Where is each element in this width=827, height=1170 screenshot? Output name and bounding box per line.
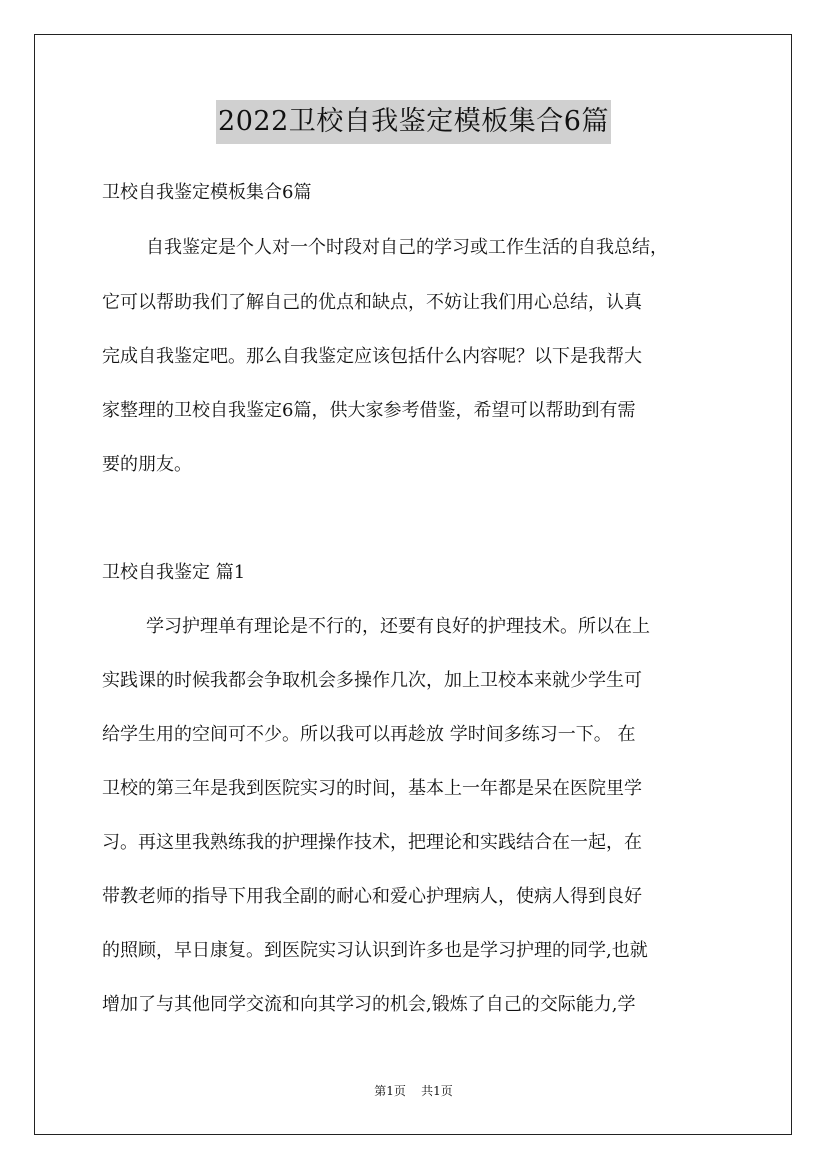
section-line: 卫校的第三年是我到医院实习的时间，基本上一年都是呆在医院里学 — [102, 778, 642, 799]
intro-line: 它可以帮助我们了解自己的优点和缺点，不妨让我们用心总结，认真 — [102, 292, 642, 313]
document-title — [0, 100, 827, 144]
intro-line: 要的朋友。 — [102, 454, 192, 475]
section-line: 的照顾，早日康复。到医院实习认识到许多也是学习护理的同学,也就 — [102, 940, 648, 961]
document-subtitle: 卫校自我鉴定模板集合6篇 — [102, 182, 312, 203]
document-title-text: 2022卫校自我鉴定模板集合6篇 — [216, 100, 611, 144]
section-line: 增加了与其他同学交流和向其学习的机会,锻炼了自己的交际能力,学 — [102, 994, 636, 1015]
section-line: 实践课的时候我都会争取机会多操作几次，加上卫校本来就少学生可 — [102, 670, 642, 691]
page-total: 共1页 — [421, 1084, 453, 1098]
section-line: 带教老师的指导下用我全副的耐心和爱心护理病人，使病人得到良好 — [102, 886, 642, 907]
intro-line: 家整理的卫校自我鉴定6篇，供大家参考借鉴，希望可以帮助到有需 — [102, 400, 636, 421]
section-line: 习。再这里我熟练我的护理操作技术，把理论和实践结合在一起，在 — [102, 832, 642, 853]
section-line: 学习护理单有理论是不行的，还要有良好的护理技术。所以在上 — [146, 616, 650, 637]
section-heading: 卫校自我鉴定 篇1 — [102, 562, 246, 583]
intro-line: 自我鉴定是个人对一个时段对自己的学习或工作生活的自我总结， — [146, 237, 668, 258]
section-line: 给学生用的空间可不少。所以我可以再趁放 学时间多练习一下。 在 — [102, 724, 636, 745]
intro-line: 完成自我鉴定吧。那么自我鉴定应该包括什么内容呢？以下是我帮大 — [102, 346, 642, 367]
page-number: 第1页 — [374, 1084, 406, 1098]
page-footer — [0, 1083, 827, 1099]
